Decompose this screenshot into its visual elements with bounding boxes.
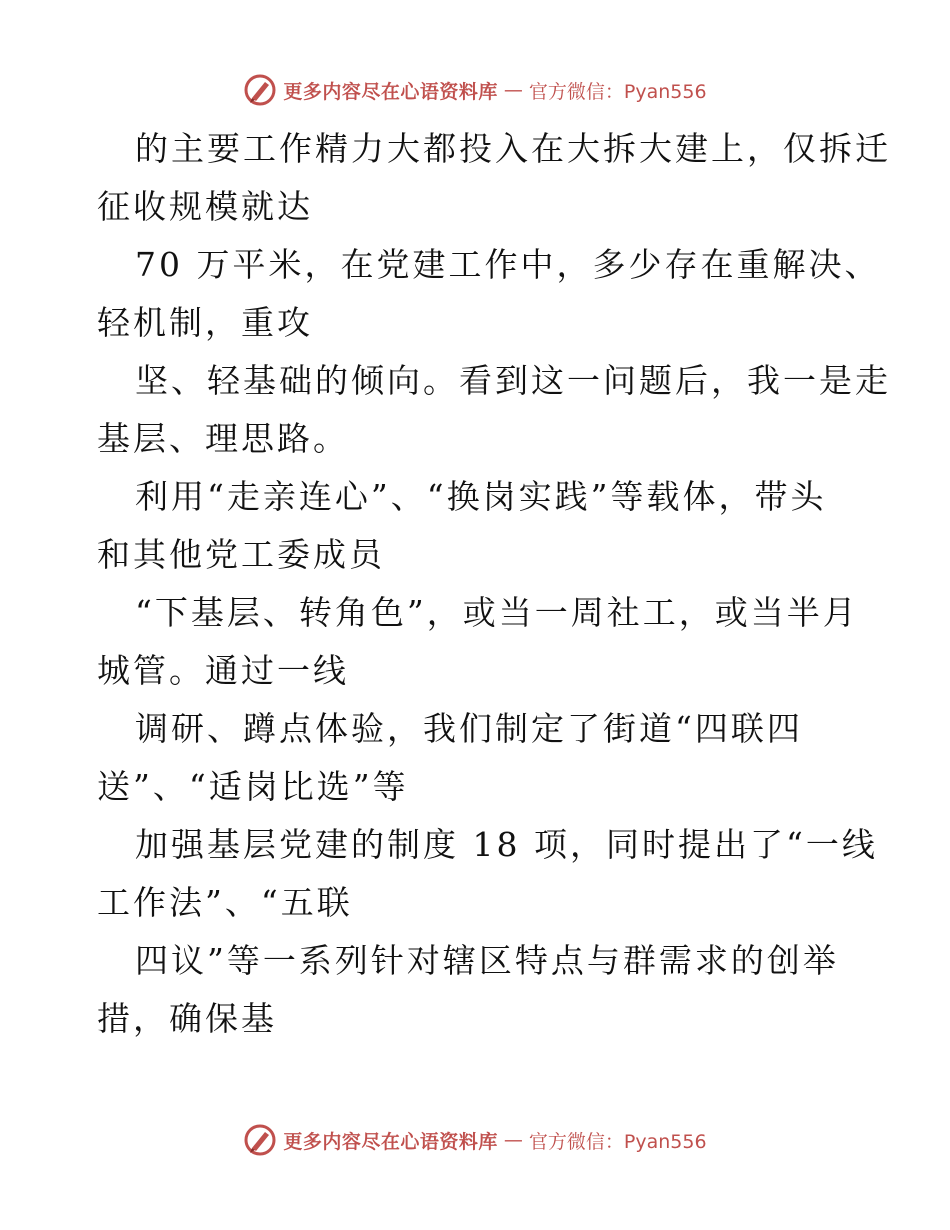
text-line: 措，确保基 bbox=[97, 999, 277, 1038]
text-line: 的主要工作精力大都投入在大拆大建上，仅拆迁 bbox=[135, 129, 891, 168]
header-banner bbox=[0, 70, 950, 110]
footer-site-text: 更多内容尽在心语资料库 bbox=[283, 1130, 498, 1153]
text-line: 四议”等一系列针对辖区特点与群需求的创举 bbox=[135, 941, 839, 980]
footer-separator: — bbox=[503, 1129, 523, 1151]
text-line: 基层、理思路。 bbox=[97, 419, 349, 458]
text-line: 征收规模就达 bbox=[97, 187, 313, 226]
header-wechat-text: 官方微信：Pyan556 bbox=[528, 80, 707, 103]
text-line: 利用“走亲连心”、“换岗实践”等载体，带头 bbox=[135, 477, 827, 516]
text-line: 和其他党工委成员 bbox=[97, 535, 385, 574]
footer-banner bbox=[0, 1120, 950, 1160]
text-line: 送”、“适岗比选”等 bbox=[97, 767, 409, 806]
text-line: 加强基层党建的制度 18 项，同时提出了“一线 bbox=[135, 825, 878, 864]
text-line: 70 万平米，在党建工作中，多少存在重解决、 bbox=[135, 245, 881, 284]
text-line: 坚、轻基础的倾向。看到这一问题后，我一是走 bbox=[135, 361, 891, 400]
text-line: 轻机制，重攻 bbox=[97, 303, 313, 342]
pen-logo-icon bbox=[243, 1123, 277, 1157]
text-line: 调研、蹲点体验，我们制定了街道“四联四 bbox=[135, 709, 803, 748]
pen-logo-icon bbox=[243, 73, 277, 107]
header-site-text: 更多内容尽在心语资料库 bbox=[283, 80, 498, 103]
text-line: 工作法”、“五联 bbox=[97, 883, 353, 922]
text-line: “下基层、转角色”，或当一周社工，或当半月 bbox=[135, 593, 859, 632]
document-body bbox=[97, 120, 891, 1048]
text-line: 城管。通过一线 bbox=[97, 651, 349, 690]
header-separator: — bbox=[503, 79, 523, 101]
footer-wechat-text: 官方微信：Pyan556 bbox=[528, 1130, 707, 1153]
